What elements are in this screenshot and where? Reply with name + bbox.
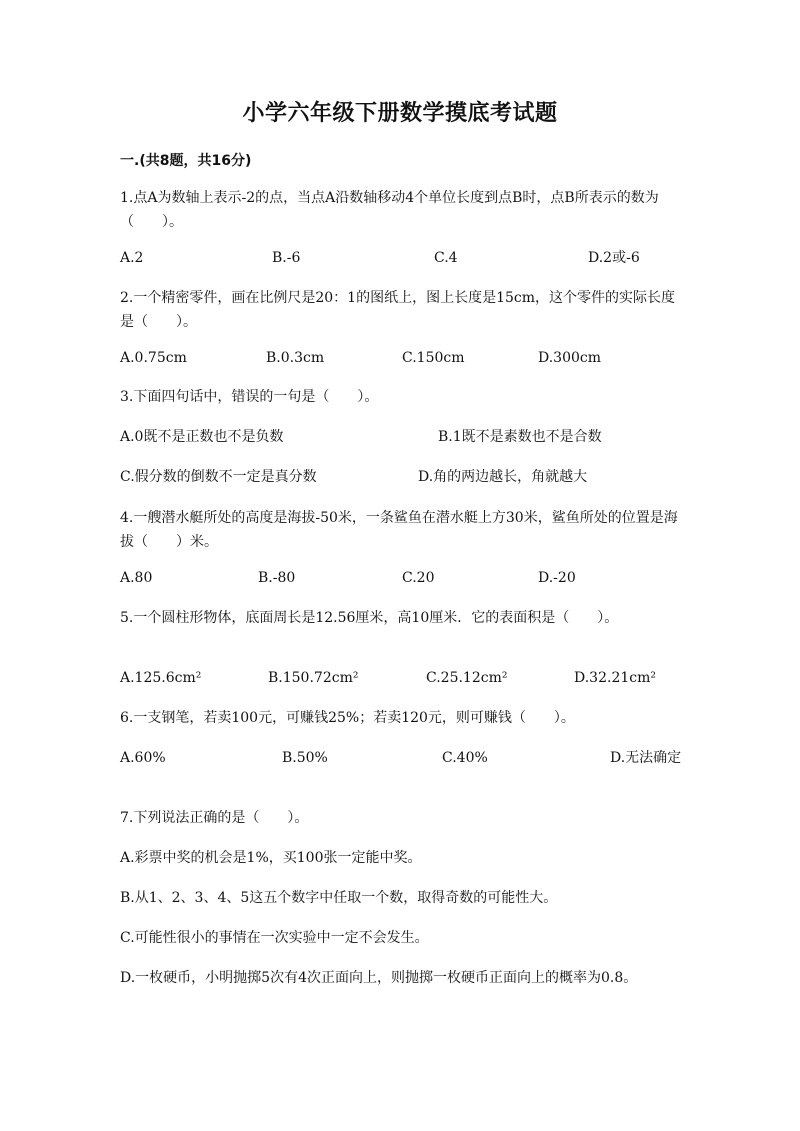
section-heading: 一.(共8题，共16分) bbox=[120, 153, 252, 169]
question-2-option-d[interactable]: D.300cm bbox=[538, 350, 602, 366]
question-6-option-b[interactable]: B.50% bbox=[282, 750, 328, 766]
question-3-options-row-1 bbox=[120, 425, 685, 449]
question-7-option-c[interactable]: C.可能性很小的事情在一次实验中一定不会发生。 bbox=[120, 930, 429, 946]
question-2-option-c[interactable]: C.150cm bbox=[402, 350, 465, 366]
question-7-option-d[interactable]: D.一枚硬币，小明抛掷5次有4次正面向上，则抛掷一枚硬币正面向上的概率为0.8。 bbox=[120, 970, 638, 986]
question-4-options bbox=[120, 566, 685, 590]
question-6-stem: 6.一支钢笔，若卖100元，可赚钱25%；若卖120元，则可赚钱（ ）。 bbox=[120, 710, 575, 726]
question-2-stem: 2.一个精密零件，画在比例尺是20：1的图纸上，图上长度是15cm，这个零件的实际长度是（ ）。 bbox=[120, 290, 676, 330]
question-5-option-a[interactable]: A.125.6cm² bbox=[120, 670, 202, 686]
question-2-option-a[interactable]: A.0.75cm bbox=[120, 350, 187, 366]
question-4-option-c[interactable]: C.20 bbox=[402, 570, 435, 586]
question-3-option-a[interactable]: A.0既不是正数也不是负数 bbox=[120, 429, 284, 445]
question-5-options bbox=[120, 666, 685, 690]
question-1-option-c[interactable]: C.4 bbox=[434, 250, 458, 266]
question-6-option-d[interactable]: D.无法确定 bbox=[610, 750, 682, 766]
page-title: 小学六年级下册数学摸底考试题 bbox=[242, 101, 558, 126]
question-6-option-a[interactable]: A.60% bbox=[120, 750, 166, 766]
question-5-stem: 5.一个圆柱形物体，底面周长是12.56厘米，高10厘米．它的表面积是（ ）。 bbox=[120, 610, 619, 626]
question-3-option-c[interactable]: C.假分数的倒数不一定是真分数 bbox=[120, 469, 317, 485]
question-1-stem: 1.点A为数轴上表示-2的点，当点A沿数轴移动4个单位长度到点B时，点B所表示的数为（ ）。 bbox=[120, 190, 659, 230]
question-6-options bbox=[120, 746, 685, 790]
question-3-option-b[interactable]: B.1既不是素数也不是合数 bbox=[438, 429, 602, 445]
question-3-options-row-2 bbox=[120, 465, 685, 489]
question-2-options bbox=[120, 346, 685, 370]
question-7-stem: 7.下列说法正确的是（ ）。 bbox=[120, 810, 309, 826]
question-4-option-b[interactable]: B.-80 bbox=[258, 570, 296, 586]
question-1-option-a[interactable]: A.2 bbox=[120, 250, 144, 266]
question-1-option-d[interactable]: D.2或-6 bbox=[588, 250, 640, 266]
question-5-option-d[interactable]: D.32.21cm² bbox=[574, 670, 656, 686]
question-6-option-c[interactable]: C.40% bbox=[442, 750, 488, 766]
question-4-option-d[interactable]: D.-20 bbox=[538, 570, 576, 586]
question-2-option-b[interactable]: B.0.3cm bbox=[266, 350, 325, 366]
question-1-options bbox=[120, 246, 685, 270]
question-1-option-b[interactable]: B.-6 bbox=[272, 250, 301, 266]
question-4-stem: 4.一艘潜水艇所处的高度是海拔-50米，一条鲨鱼在潜水艇上方30米，鲨鱼所处的位置是海拔（ ）米。 bbox=[120, 510, 678, 550]
question-3-stem: 3.下面四句话中，错误的一句是（ ）。 bbox=[120, 389, 379, 405]
question-3-option-d[interactable]: D.角的两边越长，角就越大 bbox=[418, 469, 588, 485]
question-5-option-b[interactable]: B.150.72cm² bbox=[268, 670, 359, 686]
question-7-option-b[interactable]: B.从1、2、3、4、5这五个数字中任取一个数，取得奇数的可能性大。 bbox=[120, 890, 558, 906]
question-4-option-a[interactable]: A.80 bbox=[120, 570, 153, 586]
question-5-option-c[interactable]: C.25.12cm² bbox=[426, 670, 508, 686]
question-7-option-a[interactable]: A.彩票中奖的机会是1%，买100张一定能中奖。 bbox=[120, 850, 422, 866]
